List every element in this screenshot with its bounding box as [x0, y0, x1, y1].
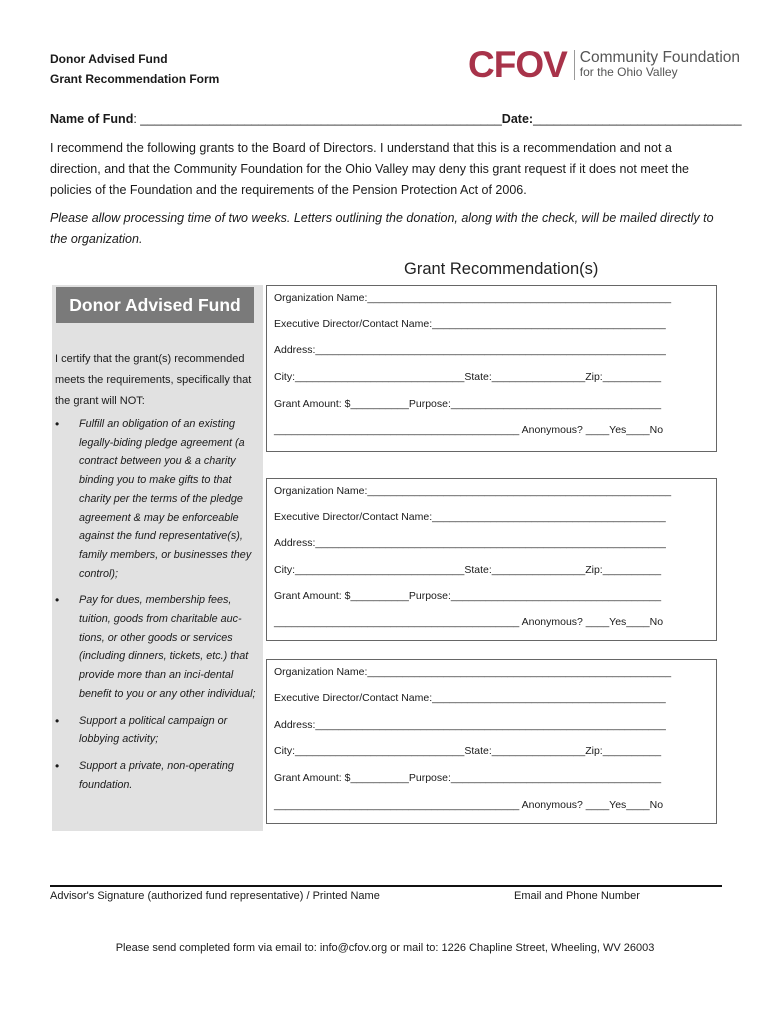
contact-name-field[interactable]: Executive Director/Contact Name:________________________________________: [274, 692, 666, 704]
contact-name-field[interactable]: Executive Director/Contact Name:________________________________________: [274, 318, 666, 330]
form-header-line1: Donor Advised Fund: [50, 52, 168, 66]
certification-text: I certify that the grant(s) recommended meets the requirements, specifically that the grant will NOT:: [55, 353, 252, 407]
signature-label: Advisor's Signature (authorized fund representative) / Printed Name: [50, 890, 380, 902]
grant-box-2: [266, 478, 717, 641]
grant-box-1: [266, 285, 717, 452]
date-label: Date:: [501, 112, 534, 126]
city-state-zip-field[interactable]: City:_____________________________State:________________Zip:__________: [274, 564, 662, 576]
sidebar-title: Donor Advised Fund: [56, 287, 254, 323]
city-state-zip-field[interactable]: City:_____________________________State:________________Zip:__________: [274, 371, 662, 383]
logo-text: [580, 50, 740, 79]
anonymous-field[interactable]: __________________________________________ Anonymous? ____Yes____No: [274, 424, 664, 436]
amount-purpose-field[interactable]: Grant Amount: $__________Purpose:____________________________________: [274, 590, 662, 602]
list-item: • Support a private, non-operating foundation.: [55, 757, 260, 794]
processing-note: Please allow processing time of two weeks. Letters outlining the donation, along with the check, will be mailed directly to the organization.: [50, 211, 714, 246]
list-item: • Pay for dues, membership fees, tuition, goods from charitable auc-tions, or other goods or services (including dinners, tickets, etc.) that provide more than an inci-dental benefit to you or any other individual;: [55, 591, 260, 703]
logo-divider: [574, 50, 575, 80]
signature-line[interactable]: [50, 885, 722, 887]
logo-name: Community Foundation: [579, 49, 741, 67]
requirements-list: [55, 415, 260, 802]
amount-purpose-field[interactable]: Grant Amount: $__________Purpose:____________________________________: [274, 398, 662, 410]
requirements-sidebar: [52, 285, 263, 831]
date-field[interactable]: ______________________________: [533, 112, 742, 126]
intro-paragraph: I recommend the following grants to the Board of Directors. I understand that this is a recommendation and not a direction, and that the Community Foundation for the Ohio Valley may deny this grant request if it does not meet the policies of the Foundation and the requirements of the Pension Protection Act of 2006.: [50, 141, 690, 197]
organization-name-field[interactable]: Organization Name:____________________________________________________: [274, 292, 672, 304]
address-field[interactable]: Address:____________________________________________________________: [274, 719, 666, 731]
grant-box-3: [266, 659, 717, 824]
anonymous-field[interactable]: __________________________________________ Anonymous? ____Yes____No: [274, 616, 664, 628]
fund-name-field[interactable]: : ____________________________________________________: [133, 112, 502, 126]
address-field[interactable]: Address:____________________________________________________________: [274, 344, 666, 356]
anonymous-field[interactable]: __________________________________________ Anonymous? ____Yes____No: [274, 799, 664, 811]
list-item: • Fulfill an obligation of an existing legally-biding pledge agreement (a contract between you & a charity binding you to make gifts to that charity per the terms of the pledge agreement & may be enforceable against the fund representative(s), family members, or businesses they control);: [55, 415, 260, 583]
grant-recommendations-title: Grant Recommendation(s): [404, 260, 599, 278]
list-item: • Support a political campaign or lobbying activity;: [55, 712, 260, 749]
fund-name-line: [50, 112, 742, 126]
footer-instructions: Please send completed form via email to: info@cfov.org or mail to: 1226 Chapline Street, Wheeling, WV 26003: [115, 942, 655, 954]
organization-name-field[interactable]: Organization Name:____________________________________________________: [274, 485, 672, 497]
city-state-zip-field[interactable]: City:_____________________________State:________________Zip:__________: [274, 745, 662, 757]
organization-name-field[interactable]: Organization Name:____________________________________________________: [274, 666, 672, 678]
contact-name-field[interactable]: Executive Director/Contact Name:________________________________________: [274, 511, 666, 523]
form-header-line2: Grant Recommendation Form: [50, 72, 220, 86]
logo-mark: CFOV: [468, 44, 567, 85]
fund-name-label: Name of Fund: [50, 112, 134, 126]
address-field[interactable]: Address:____________________________________________________________: [274, 537, 666, 549]
email-phone-label: Email and Phone Number: [514, 890, 640, 902]
amount-purpose-field[interactable]: Grant Amount: $__________Purpose:____________________________________: [274, 772, 662, 784]
cfov-logo: [468, 46, 740, 83]
logo-sub: for the Ohio Valley: [579, 65, 678, 80]
